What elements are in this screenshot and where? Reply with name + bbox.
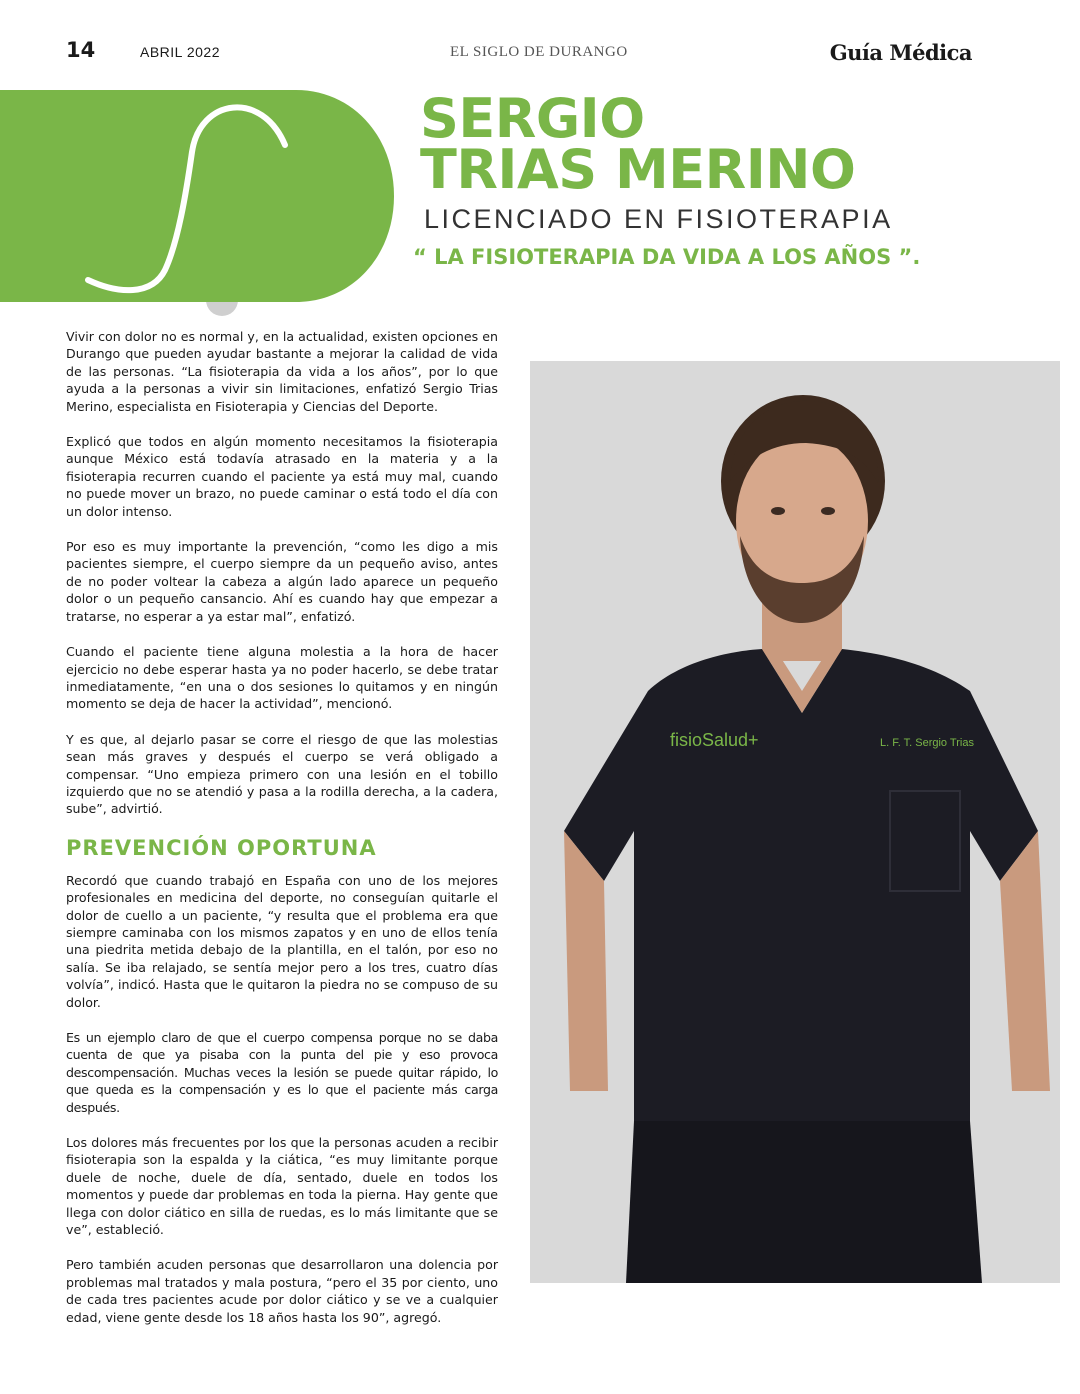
article-paragraph: Vivir con dolor no es normal y, en la actualidad, existen opciones en Durango que pueden ayudar bastante a mejorar la calidad de vida de las personas. “La fisioterapia da vida a los años”, por lo que ayuda a la personas a vivir sin limitaciones, enfatizó Sergio Trias Merino, especialista en Fisioterapia y Ciencias del Deporte. xyxy=(66,329,498,414)
article-paragraph: Es un ejemplo claro de que el cuerpo compensa porque no se daba cuenta de que ya pisaba con la punta del pie y eso provoca descompensación. Muchas veces la lesión se puede quitar rápido, lo que queda es la compensación y es lo que el paciente más carga después. xyxy=(66,1030,498,1115)
section-name: Guía Médica xyxy=(829,40,972,65)
left-eye xyxy=(771,507,785,515)
headline-block xyxy=(413,87,1040,269)
scrubs-shirt xyxy=(564,649,1038,1121)
subject-name-line-2: TRIAS MERINO xyxy=(420,138,856,201)
subject-title: LICENCIADO EN FISIOTERAPIA xyxy=(424,204,893,234)
article-paragraph: Cuando el paciente tiene alguna molestia a la hora de hacer ejercicio no debe esperar hasta ya no poder hacerlo, se debe tratar inmediatamente, “en una o dos sesiones lo quitamos y en ningún momento se deja de hacer la actividad”, mencionó. xyxy=(66,644,498,712)
issue-date: ABRIL 2022 xyxy=(140,44,220,60)
shirt-name-tag: L. F. T. Sergio Trias xyxy=(880,737,974,749)
article-paragraph: Recordó que cuando trabajó en España con uno de los mejores profesionales en medicina del deporte, no conseguían quitarle el dolor de cuello a un paciente, “y resulta que el problema era que siempre caminaba con los mismos zapatos y en uno de ellos tenía una piedrita metida debajo de la plantilla, en el talón, por eso no salía. Se iba relajado, se sentía mejor pero a los tres, cuatro días volvía”, indicó. Hasta que le quitaron la piedra no se compuso de su dolor. xyxy=(66,872,498,1010)
banner-green-shape xyxy=(0,90,394,302)
pull-quote: “ LA FISIOTERAPIA DA VIDA A LOS AÑOS ”. xyxy=(413,245,921,269)
article-paragraph: Pero también acuden personas que desarrollaron una dolencia por problemas mal tratados y mala postura, “pero el 35 por ciento, uno de cada tres pacientes acude por dolor ciático y se ve a cualquier edad, viene gente desde los 18 años hasta los 90”, agregó. xyxy=(66,1257,498,1325)
scrubs-pants xyxy=(626,1121,982,1283)
page-number: 14 xyxy=(66,38,96,62)
article-body xyxy=(66,328,498,1344)
article-paragraph: Explicó que todos en algún momento necesitamos la fisioterapia aunque México está todavía atrasado en la materia y a la fisioterapia recurren cuando el paciente ya está muy mal, cuando no puede mover un brazo, no puede caminar o está todo el día con un dolor intenso. xyxy=(66,434,498,519)
right-eye xyxy=(821,507,835,515)
article-subhead: PREVENCIÓN OPORTUNA xyxy=(66,835,377,860)
initial-s-banner xyxy=(0,90,400,302)
article-paragraph: Por eso es muy importante la prevención, “como les digo a mis pacientes siempre, el cuerpo siempre da un pequeño aviso, antes de no poder voltear la cabeza a algún lado aparece un pequeño dolor o un pequeño cansancio. Ahí es cuando hay que empezar a tratarse, no esperar a ya estar mal”, enfatizó. xyxy=(66,539,498,624)
article-paragraph: Los dolores más frecuentes por los que la personas acuden a recibir fisioterapia son la espalda y la ciática, “es muy limitante porque duele de noche, duele de día, sentado, duele en todos los momentos y puede dar problemas en toda la pierna. Hay gente que llega con dolor ciático en silla de ruedas, es lo más limitante que se ve”, estableció. xyxy=(66,1135,498,1238)
subject-name-line-1: SERGIO xyxy=(420,87,645,150)
shirt-logo: fisioSalud+ xyxy=(670,730,759,750)
person-figure xyxy=(564,395,1050,1283)
portrait-photo xyxy=(530,361,1060,1283)
article-paragraph: Y es que, al dejarlo pasar se corre el riesgo de que las molestias sean más graves y después el cuerpo se verá obligado a compensar. “Uno empieza primero con una lesión en el tobillo izquierdo que no se atendió y pasa a la rodilla derecha, a la cadera, sube”, advirtió. xyxy=(66,731,498,817)
page-header xyxy=(66,38,972,68)
publication-name: EL SIGLO DE DURANGO xyxy=(450,44,628,60)
